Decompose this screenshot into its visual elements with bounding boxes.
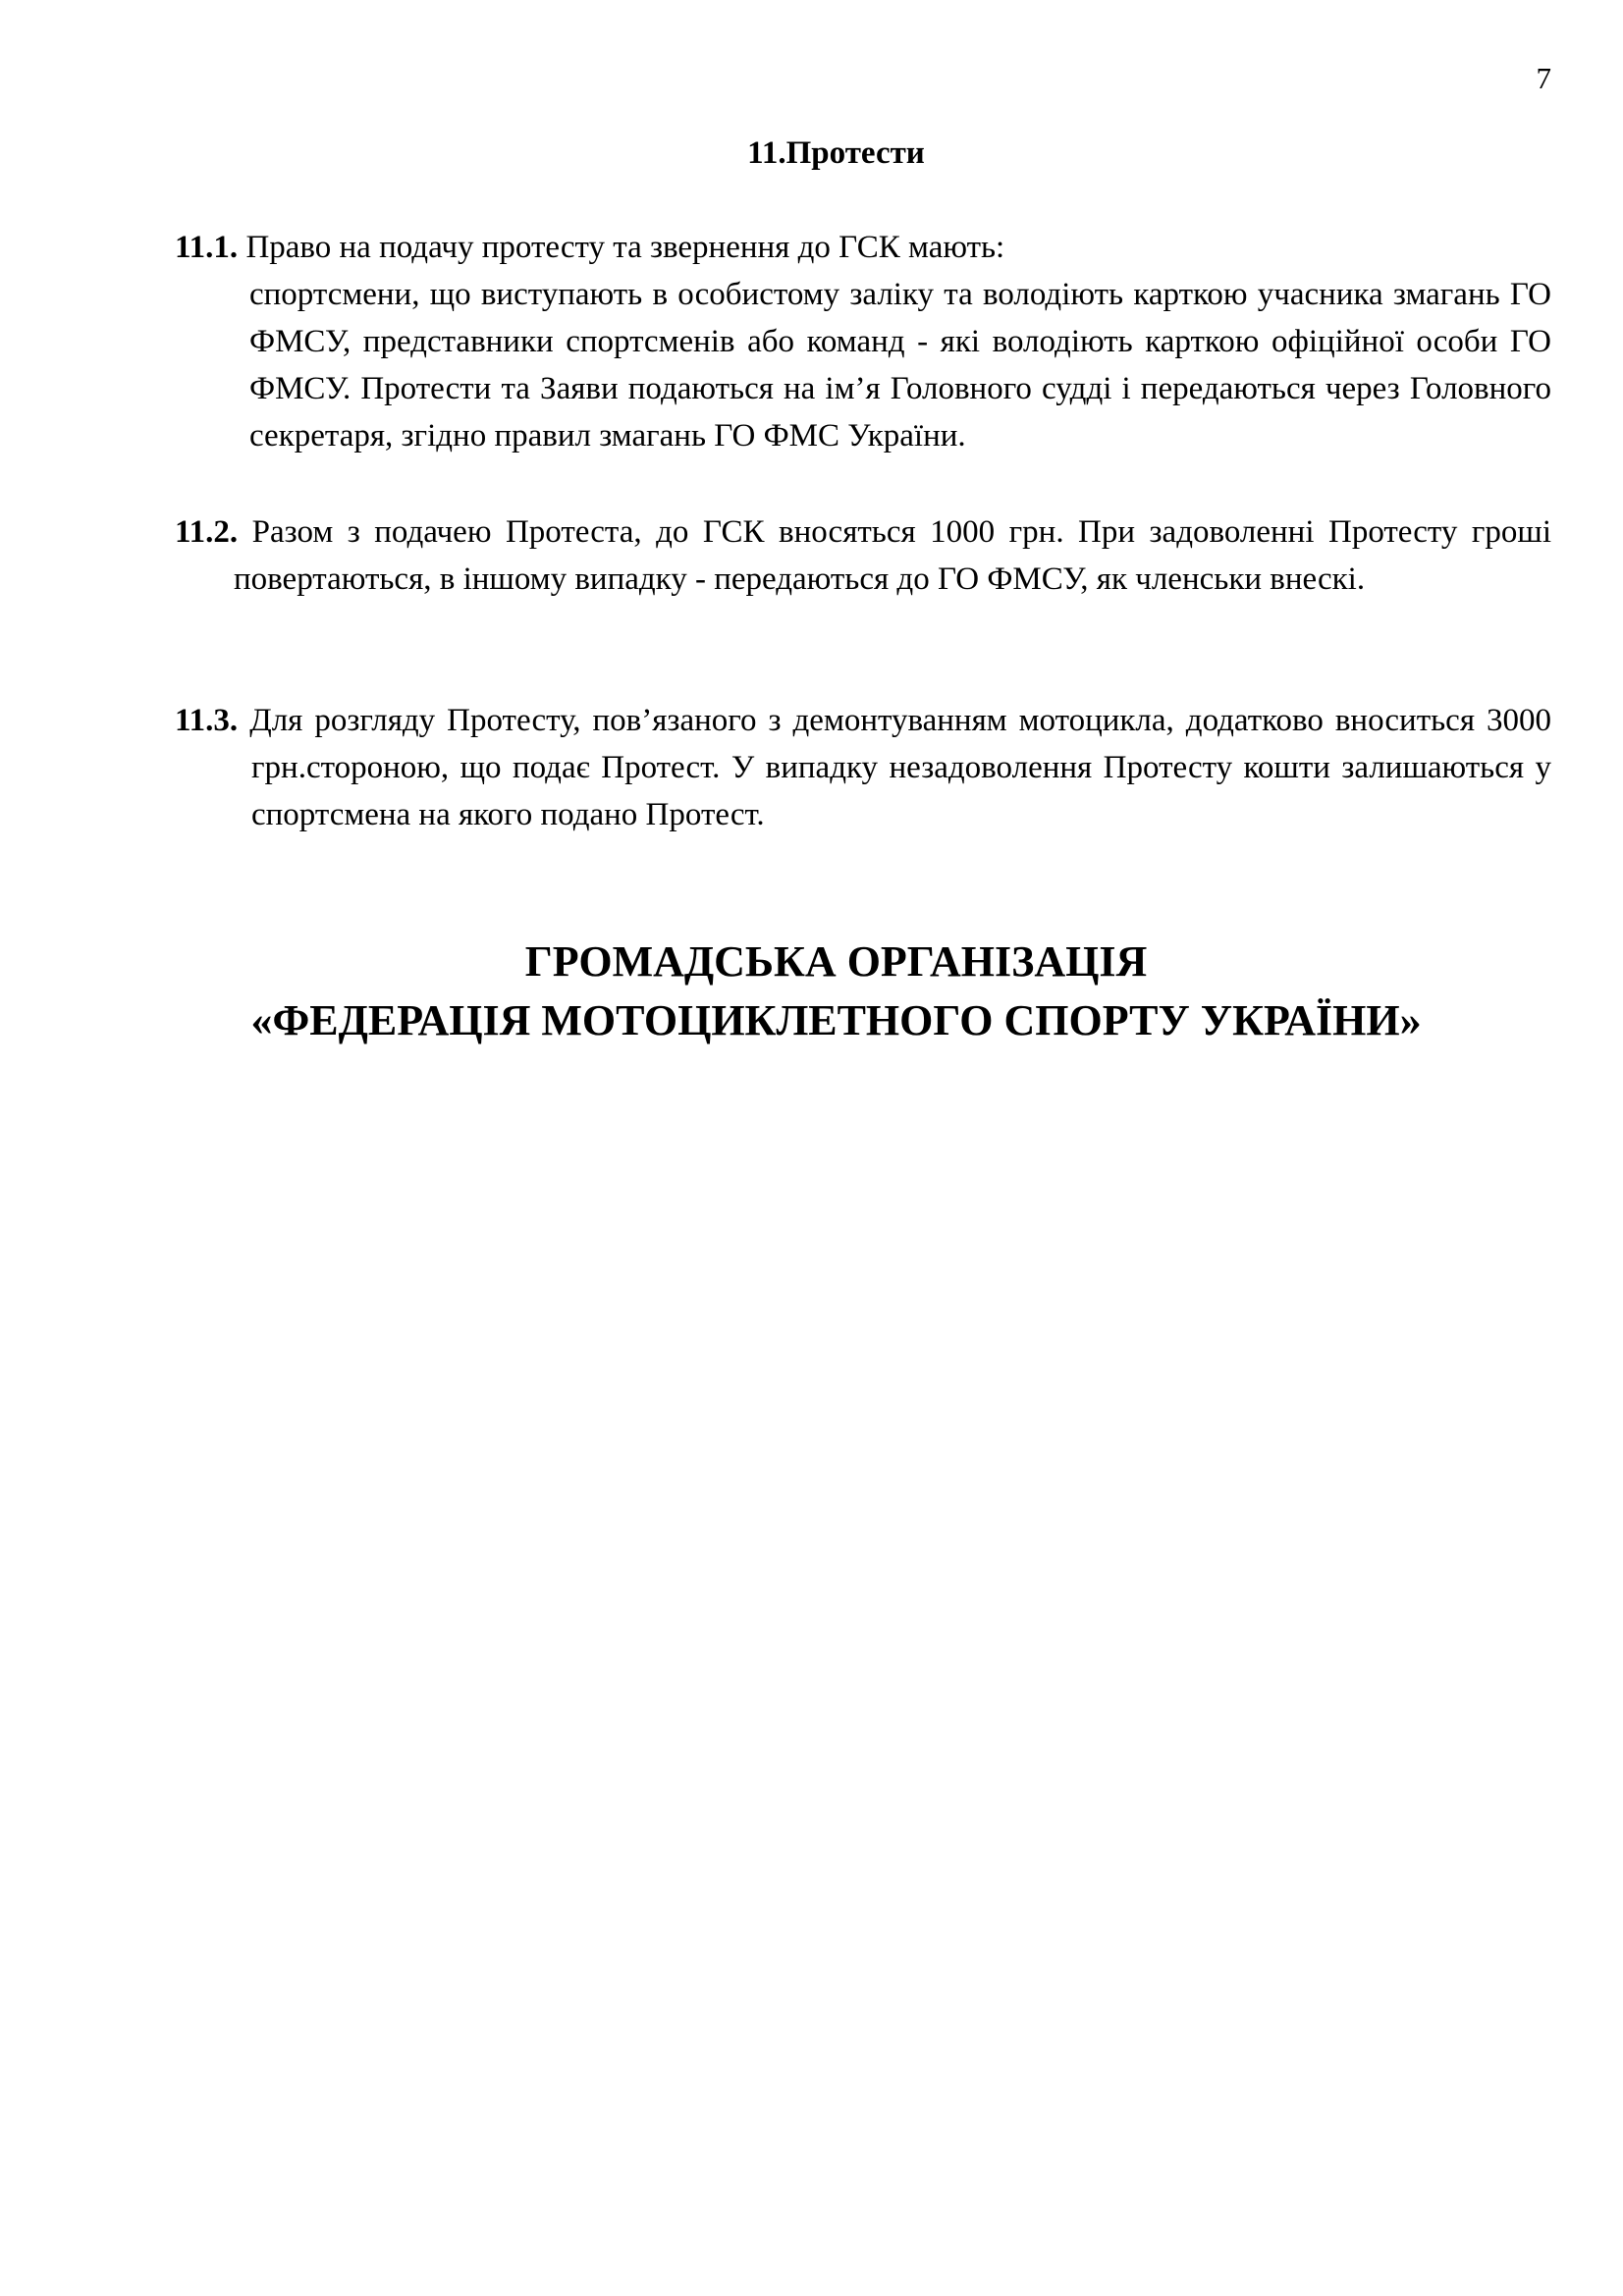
clause-number: 11.1.	[175, 230, 239, 265]
clause-11-3	[175, 697, 1551, 838]
clause-body: Для розгляду Протесту, пов’язаного з демонтуванням мотоцикла, додатково вноситься 3000 грн.стороною, що подає Протест. У випадку незадоволення Протесту кошти залишаються у спортсмена на якого подано Протест.	[249, 703, 1552, 832]
page-number: 7	[1536, 61, 1551, 95]
organization-line-2: «ФЕДЕРАЦІЯ МОТОЦИКЛЕТНОГО СПОРТУ УКРАЇНИ»	[250, 996, 1422, 1044]
clause-11-2	[175, 508, 1551, 603]
clause-number: 11.2.	[175, 514, 239, 550]
organization-heading	[0, 933, 1623, 1050]
clause-number: 11.3.	[175, 703, 239, 738]
clause-intro: Право на подачу протесту та звернення до ГСК мають:	[245, 230, 1005, 265]
clause-body: спортсмени, що виступають в особистому заліку та володіють карткою учасника змагань ГО ФМСУ, представники спортсменів або команд - які володіють карткою офіційної особи ГО ФМСУ. Протести та Заяви подаються на ім’я Головного судді і передаються через Головного секретаря, згідно правил змагань ГО ФМС України.	[249, 277, 1551, 454]
clause-11-1-first-line	[175, 224, 1551, 271]
clause-body: Разом з подачею Протеста, до ГСК вносяться 1000 грн. При задоволенні Протесту гроші повертаються, в іншому випадку - передаються до ГО ФМСУ, як членськи внескі.	[234, 514, 1552, 597]
section-title: 11.Протести	[747, 135, 925, 171]
organization-line-1: ГРОМАДСЬКА ОРГАНІЗАЦІЯ	[524, 937, 1148, 986]
clause-11-1	[175, 224, 1551, 459]
